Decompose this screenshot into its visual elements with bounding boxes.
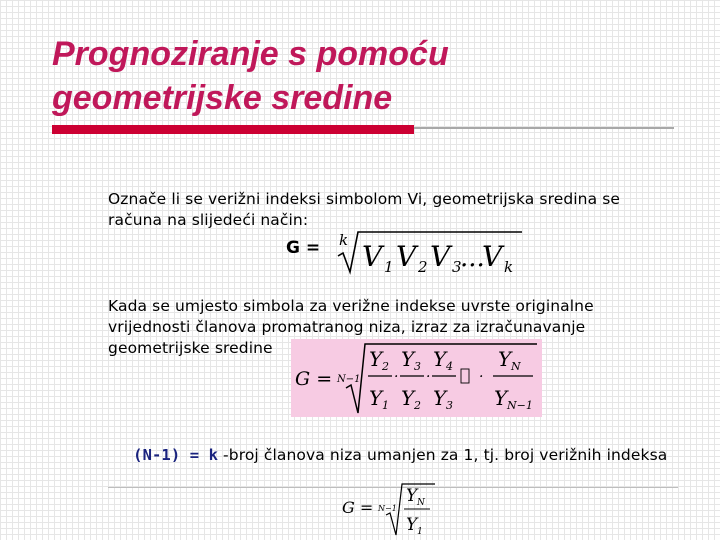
formula2-den-sub1: 1: [382, 399, 389, 412]
formula1-sub1: 1: [384, 258, 394, 276]
formula1-lhs: G =: [286, 238, 321, 258]
formula1-v3: V: [430, 240, 451, 273]
formula2-num-sub2: 2: [382, 360, 389, 373]
formula3-num-sub: N: [417, 498, 425, 508]
definition-paragraph: [108, 445, 678, 466]
formula2-root-index: N−1: [337, 374, 361, 385]
formula3-root-index: N−1: [378, 504, 397, 513]
formula3-expression: [340, 480, 440, 538]
title-line-2: geometrijske sredine: [52, 79, 393, 117]
formula1-subk: k: [504, 258, 514, 276]
formula2-num-sub4: 4: [446, 360, 453, 373]
intro-paragraph: Označe li se verižni indeksi simbolom Vi, geometrijska sredina se računa na slijedeći način:: [108, 190, 621, 229]
formula1-vk: V: [482, 240, 503, 273]
title-divider-rule: [414, 127, 674, 129]
formula2-num-y4: Y: [433, 347, 447, 371]
formula1-root-index: k: [339, 231, 349, 249]
substitution-paragraph: Kada se umjesto simbola za verižne indekse uvrste originalne vrijednosti članova promatranog niza, izraz za izračunavanje geometrijske sredine: [108, 297, 594, 357]
formula2-den-subn: N−1: [507, 399, 533, 412]
title-accent-rule: [52, 125, 414, 134]
slide-title: [52, 32, 692, 120]
formula2-ellipsis-placeholder-box: [461, 369, 469, 383]
title-line-1: Prognoziranje s pomoću: [52, 35, 449, 73]
formula2-num-y3: Y: [401, 347, 415, 371]
formula1-v2: V: [396, 240, 417, 273]
formula2-num-yn: Y: [498, 347, 512, 371]
formula2-den-y3: Y: [433, 386, 447, 410]
formula1-sub2: 2: [418, 258, 428, 276]
formula2-den-sub2: 2: [414, 399, 421, 412]
formula2-den-yn: Y: [494, 386, 508, 410]
formula1-root-expression: [336, 228, 526, 276]
formula2-mult-dot-2: ·: [426, 369, 431, 385]
formula2-num-sub3: 3: [414, 360, 421, 373]
n-minus-1-highlight: (N-1) = k: [133, 446, 219, 464]
formula2-mult-dot-1: ·: [394, 369, 399, 385]
formula3-lhs: G =: [342, 498, 374, 517]
definition-text: -broj članova niza umanjen za 1, tj. broj verižnih indeksa: [218, 446, 668, 464]
formula2-den-sub3: 3: [446, 399, 453, 412]
formula2-den-y1: Y: [369, 386, 383, 410]
formula2-num-y2: Y: [369, 347, 383, 371]
formula3-num-y: Y: [406, 486, 418, 506]
formula3-den-sub: 1: [417, 527, 423, 537]
formula1-v1: V: [362, 240, 383, 273]
formula2-num-subn: N: [511, 360, 521, 373]
formula3-den-y: Y: [406, 515, 418, 535]
formula2-lhs: G =: [295, 368, 333, 390]
formula2-expression: [291, 339, 542, 417]
formula1-sub3: 3: [452, 258, 462, 276]
formula1-dots: ...: [460, 243, 485, 273]
formula2-mult-dot-3: ·: [479, 369, 484, 385]
formula2-den-y2: Y: [401, 386, 415, 410]
